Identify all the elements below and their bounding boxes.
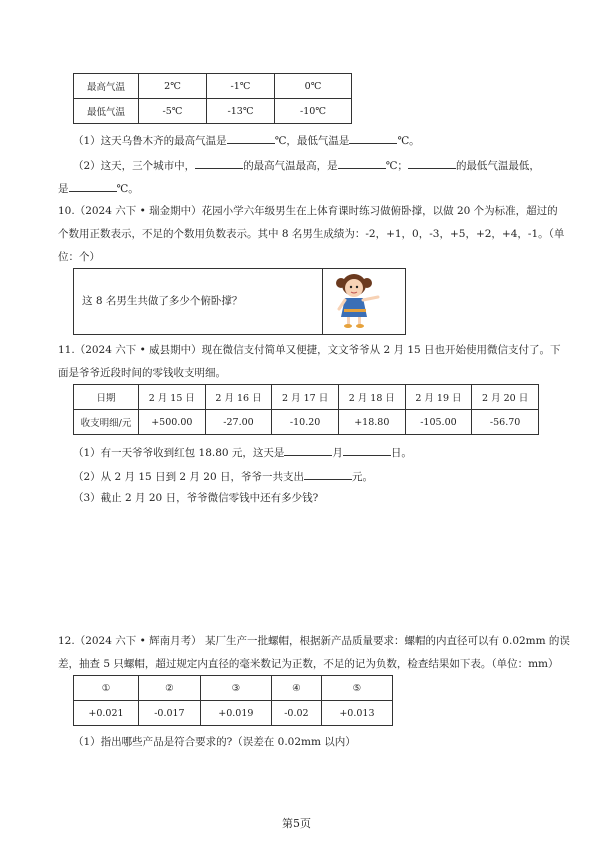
- q10-question-box: [73, 268, 406, 335]
- q11-sub2-text: （2）从 2 月 15 日到 2 月 20 日，爷爷一共支出: [73, 471, 304, 483]
- q9-sub2-text2: 的最高气温最高，是: [243, 160, 338, 172]
- q11-sub2: [73, 468, 373, 484]
- temperature-table: [73, 73, 352, 124]
- table-cell: 0℃: [275, 74, 352, 99]
- q9-sub2-text3: ℃；: [385, 160, 408, 172]
- q9-sub2-text5: 是: [58, 183, 69, 195]
- table-cell: -105.00: [405, 410, 472, 435]
- table-cell: +0.021: [74, 701, 139, 726]
- q10-line1: 10.（2024 六下 • 瑞金期中）花园小学六年级男生在上体育课时练习做俯卧撑，以做 20 个为标准，超过的: [58, 205, 558, 217]
- table-cell: -56.70: [472, 410, 539, 435]
- table-cell: -13℃: [207, 99, 275, 124]
- table-header: 2 月 18 日: [338, 385, 405, 410]
- table-cell: -10℃: [275, 99, 352, 124]
- q10-line3: 位：个）: [58, 251, 100, 263]
- nut-table: [73, 675, 393, 726]
- table-header: ③: [200, 676, 271, 701]
- divider: [322, 269, 323, 334]
- q9-sub2: [73, 157, 540, 173]
- table-cell: -0.02: [271, 701, 321, 726]
- girl-illustration-icon: [332, 271, 392, 331]
- table-header: 2 月 16 日: [205, 385, 272, 410]
- table-cell: -0.017: [139, 701, 201, 726]
- table-header: ①: [74, 676, 139, 701]
- q9-sub2-text4: 的最低气温最低，: [455, 160, 540, 172]
- table-cell: +18.80: [338, 410, 405, 435]
- q9-sub1-text3: ℃。: [397, 135, 420, 147]
- table-header: ②: [139, 676, 201, 701]
- q9-sub2-text: （2）这天，三个城市中，: [73, 160, 196, 172]
- q11-line1: 11.（2024 六下 • 威县期中）现在微信支付简单又便捷，文文爷爷从 2 月 15 日也开始使用微信支付了。下: [58, 344, 561, 356]
- table-header: 2 月 19 日: [405, 385, 472, 410]
- table-cell: +0.019: [200, 701, 271, 726]
- answer-blank[interactable]: [349, 132, 397, 144]
- q10-line2: 个数用正数表示，不足的个数用负数表示。其中 8 名男生成绩为：-2，+1，0，-3，+5，+2，+4，-1。（单: [58, 228, 565, 240]
- row-label: 收支明细/元: [74, 410, 139, 435]
- table-header: 2 月 15 日: [139, 385, 206, 410]
- table-header: 2 月 20 日: [472, 385, 539, 410]
- q9-sub1-text: （1）这天乌鲁木齐的最高气温是: [73, 135, 227, 147]
- wallet-table: [73, 384, 539, 435]
- table-cell: +500.00: [139, 410, 206, 435]
- q11-sub1-text3: 日。: [390, 447, 412, 459]
- answer-blank[interactable]: [284, 444, 332, 456]
- q9-sub2-cont: [58, 180, 139, 196]
- answer-blank[interactable]: [195, 157, 243, 169]
- q11-sub1: [73, 444, 412, 460]
- q10-box-question: 这 8 名男生共做了多少个俯卧撑？: [82, 295, 243, 307]
- answer-blank[interactable]: [304, 468, 352, 480]
- q11-line2: 面是爷爷近段时间的零钱收支明细。: [58, 367, 226, 379]
- q9-sub2-text6: ℃。: [116, 183, 139, 195]
- table-cell: 2℃: [139, 74, 207, 99]
- table-cell: -1℃: [207, 74, 275, 99]
- answer-blank[interactable]: [69, 180, 117, 192]
- page-number: 第5页: [282, 817, 311, 830]
- q9-sub1: [73, 132, 420, 148]
- answer-blank[interactable]: [338, 157, 386, 169]
- table-header: ④: [271, 676, 321, 701]
- q12-sub1: （1）指出哪些产品是符合要求的?（误差在 0.02mm 以内）: [73, 736, 356, 748]
- table-cell: -5℃: [139, 99, 207, 124]
- table-header: 2 月 17 日: [272, 385, 339, 410]
- row-label: 最低气温: [74, 99, 139, 124]
- answer-blank[interactable]: [343, 444, 391, 456]
- answer-blank[interactable]: [408, 157, 456, 169]
- table-header: 日期: [74, 385, 139, 410]
- q11-sub1-text: （1）有一天爷爷收到红包 18.80 元，这天是: [73, 447, 285, 459]
- q11-sub3: （3）截止 2 月 20 日，爷爷微信零钱中还有多少钱?: [73, 492, 319, 504]
- q9-sub1-text2: ℃，最低气温是: [274, 135, 350, 147]
- table-cell: +0.013: [321, 701, 392, 726]
- table-cell: -10.20: [272, 410, 339, 435]
- q11-sub1-text2: 月: [332, 447, 343, 459]
- q12-line2: 差，抽查 5 只螺帽，超过规定内直径的毫米数记为正数，不足的记为负数，检查结果如下表。（单位：mm）: [58, 658, 559, 670]
- row-label: 最高气温: [74, 74, 139, 99]
- table-header: ⑤: [321, 676, 392, 701]
- q11-sub2-text2: 元。: [351, 471, 373, 483]
- table-cell: -27.00: [205, 410, 272, 435]
- answer-blank[interactable]: [227, 132, 275, 144]
- q12-line1: 12.（2024 六下 • 辉南月考） 某厂生产一批螺帽，根据新产品质量要求：螺帽的内直径可以有 0.02mm 的误: [58, 635, 570, 647]
